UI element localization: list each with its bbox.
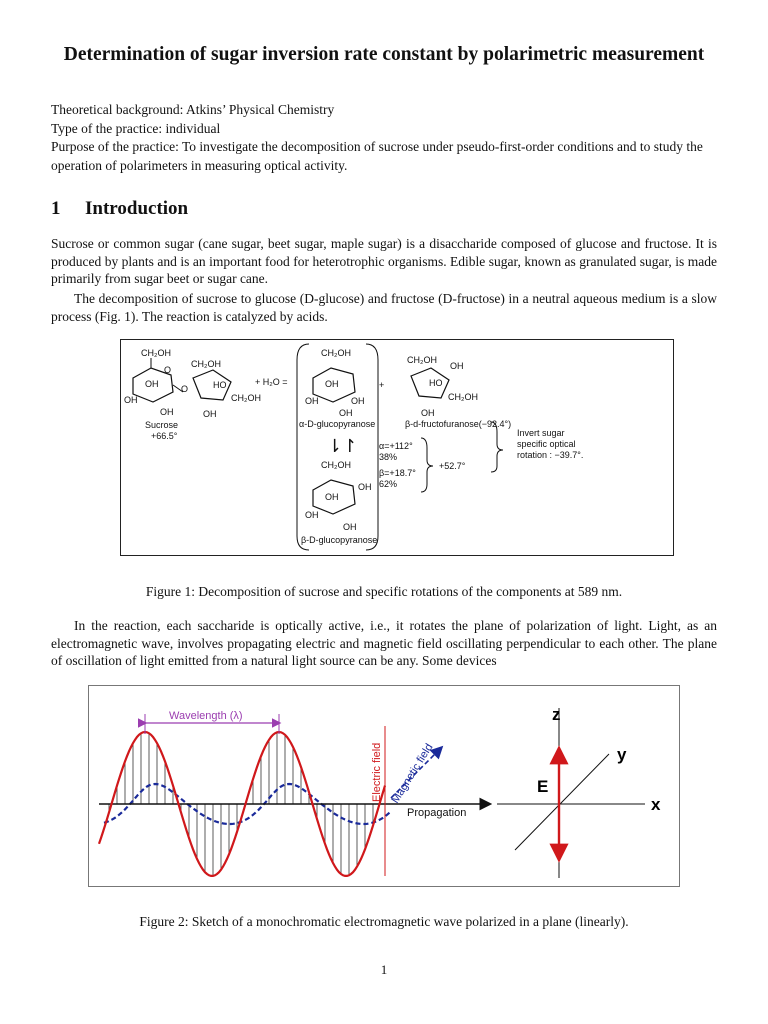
label-o: O — [164, 365, 172, 375]
paper-title: Determination of sugar inversion rate constant by polarimetric measurement — [63, 44, 705, 65]
label-ho: HO — [429, 378, 443, 388]
figure-1-caption: Figure 1: Decomposition of sucrose and specific rotations of the components at 589 nm. — [145, 584, 623, 599]
paragraph-decomposition: The decomposition of sucrose to glucose (D-glucose) and fructose (D-fructose) in a neutral aqueous medium is a slow process (Fig. 1). The reaction is catalyzed by acids. — [51, 291, 717, 324]
label-oh: OH — [358, 482, 372, 492]
rotation-brace — [421, 438, 433, 492]
e-label: E — [537, 777, 549, 796]
label-oh: OH — [145, 379, 159, 389]
label-specific-optical: specific optical — [517, 439, 576, 449]
label-alpha-percent: 38% — [379, 452, 398, 462]
label-oh: OH — [351, 396, 365, 406]
label-oh: OH — [325, 379, 339, 389]
meta-type: Type of the practice: individual — [51, 120, 221, 136]
label-oh: OH — [343, 522, 357, 532]
practice-meta — [51, 101, 717, 175]
reaction-scheme-svg — [121, 340, 673, 555]
label-plus: + — [379, 380, 385, 390]
figure-2-caption: Figure 2: Sketch of a monochromatic electromagnetic wave polarized in a plane (linearly). — [139, 914, 629, 929]
meta-background: Theoretical background: Atkins’ Physical Chemistry — [51, 102, 335, 117]
label-ch2oh: CH₂OH — [321, 460, 351, 470]
label-oh: OH — [124, 395, 138, 405]
wavelength-label: Wavelength (λ) — [169, 710, 243, 722]
label-sucrose: Sucrose — [145, 420, 179, 430]
equilibrium-arrows: ⇂↾ — [327, 436, 358, 456]
label-o: O — [181, 384, 189, 394]
section-heading — [51, 198, 188, 220]
label-plus-water: + H₂O = — [255, 377, 288, 387]
label-beta-rotation: β=+18.7° — [379, 468, 416, 478]
label-sucrose-rotation: +66.5° — [151, 431, 178, 441]
label-beta-percent: 62% — [379, 479, 398, 489]
label-fructofuranose: β-d-fructofuranose(−92.4°) — [405, 419, 512, 429]
label-oh: OH — [325, 492, 339, 502]
em-wave-svg — [89, 686, 679, 886]
label-ho: HO — [213, 380, 227, 390]
x-label: x — [651, 795, 661, 814]
label-oh: OH — [305, 396, 319, 406]
label-ch2oh: CH₂OH — [407, 355, 437, 365]
label-mixture-rotation: +52.7° — [439, 461, 466, 471]
propagation-label: Propagation — [407, 807, 467, 819]
label-ch2oh: CH₂OH — [141, 348, 171, 358]
page-number: 1 — [380, 962, 388, 977]
label-oh: OH — [160, 407, 174, 417]
label-oh: OH — [450, 361, 464, 371]
label-alpha-glucopyranose: α-D-glucopyranose — [299, 419, 376, 429]
magnetic-field-label: Magnetic field — [389, 741, 436, 806]
y-axis — [515, 754, 609, 850]
label-oh: OH — [339, 408, 353, 418]
meta-purpose: Purpose of the practice: To investigate the decomposition of sucrose under pseudo-first-order conditions and to study the operation of polarimeters in measuring optical activity. — [51, 139, 703, 173]
label-ch2oh: CH₂OH — [231, 393, 261, 403]
label-invert-rotation: rotation : −39.7°. — [517, 450, 584, 460]
section-title: Introduction — [85, 198, 189, 219]
label-ch2oh: CH₂OH — [448, 392, 478, 402]
label-ch2oh: CH₂OH — [191, 359, 221, 369]
label-ch2oh: CH₂OH — [321, 348, 351, 358]
label-alpha-rotation: α=+112° — [379, 441, 413, 451]
label-oh: OH — [421, 408, 435, 418]
figure-2-em-wave — [88, 685, 680, 887]
section-number: 1 — [51, 198, 61, 219]
invert-brace — [491, 422, 503, 472]
label-oh: OH — [305, 510, 319, 520]
y-label: y — [617, 745, 627, 764]
label-oh: OH — [203, 409, 217, 419]
paragraph-sucrose: Sucrose or common sugar (cane sugar, beet sugar, maple sugar) is a disaccharide composed of glucose and fructose. It is produced by plants and is an important food for heterotrophic organisms. Edible sugar, known as granulated sugar, is made primarily from sugar beet or sugar cane. — [51, 236, 717, 287]
label-beta-glucopyranose: β-D-glucopyranose — [301, 535, 378, 545]
paragraph-optical-activity: In the reaction, each saccharide is optically active, i.e., it rotates the plane of polarization of light. Light, as an electromagnetic wave, involves propagating electric and magnetic field oscillating perpendicular to each other. The plane of oscillation of light emitted from a natural light source can be any. Some devices — [51, 618, 717, 669]
electric-field-label: Electric field — [371, 742, 383, 802]
label-invert-sugar: Invert sugar — [517, 428, 565, 438]
z-label: z — [552, 705, 561, 724]
figure-1-reaction-scheme — [120, 339, 674, 556]
